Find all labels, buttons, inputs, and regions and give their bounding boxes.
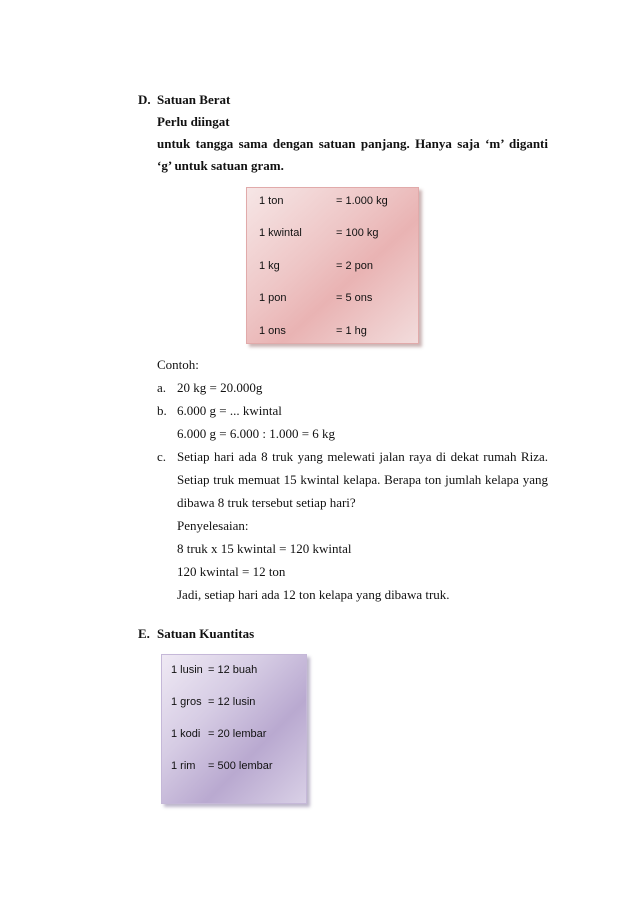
example-a-marker: a. [157,380,167,395]
section-e-marker: E. [138,626,150,641]
section-d-subtitle: Perlu diingat [157,114,230,129]
section-e-title: Satuan Kuantitas [157,626,255,641]
example-c-line1: Setiap hari ada 8 truk yang melewati jalan raya di dekat rumah Riza. [177,449,548,464]
quantity-row-3-value: = 20 lembar [208,728,267,740]
contoh-label: Contoh: [157,357,199,372]
quantity-row-2-unit: 1 gros [171,696,202,708]
example-a-text: 20 kg = 20.000g [177,380,263,395]
example-c-line2: Setiap truk memuat 15 kwintal kelapa. Berapa ton jumlah kelapa yang [177,472,548,487]
weight-row-5-unit: 1 ons [259,325,286,337]
quantity-row-2-value: = 12 lusin [208,696,256,708]
example-c-step1: 8 truk x 15 kwintal = 120 kwintal [177,541,352,556]
example-b-text: 6.000 g = ... kwintal [177,403,282,418]
example-c-solution-label: Penyelesaian: [177,518,249,533]
example-c-step2: 120 kwintal = 12 ton [177,564,286,579]
weight-row-1-value: = 1.000 kg [336,195,388,207]
section-d-note-line1: untuk tangga sama dengan satuan panjang. Hanya saja ‘m’ diganti [157,136,548,151]
section-d-note-line2: ‘g’ untuk satuan gram. [157,158,284,173]
weight-row-1-unit: 1 ton [259,195,284,207]
example-c-marker: c. [157,449,167,464]
weight-row-3-value: = 2 pon [336,260,374,272]
weight-row-5-value: = 1 hg [336,325,367,337]
example-c-line3: dibawa 8 truk tersebut setiap hari? [177,495,356,510]
quantity-row-3-unit: 1 kodi [171,728,201,740]
section-d-marker: D. [138,92,151,107]
weight-row-4-unit: 1 pon [259,292,287,304]
weight-row-3-unit: 1 kg [259,260,280,272]
weight-row-2-unit: 1 kwintal [259,227,302,239]
quantity-row-1-value: = 12 buah [208,664,258,676]
quantity-row-4-unit: 1 rim [171,760,196,772]
example-b-answer: 6.000 g = 6.000 : 1.000 = 6 kg [177,426,336,441]
weight-row-4-value: = 5 ons [336,292,373,304]
quantity-row-1-unit: 1 lusin [171,664,203,676]
quantity-conversion-table [161,654,307,804]
weight-conversion-table [246,187,419,344]
quantity-row-4-value: = 500 lembar [208,760,273,772]
example-c-conclusion: Jadi, setiap hari ada 12 ton kelapa yang dibawa truk. [177,587,450,602]
section-d-title: Satuan Berat [157,92,231,107]
example-b-marker: b. [157,403,167,418]
weight-row-2-value: = 100 kg [336,227,379,239]
